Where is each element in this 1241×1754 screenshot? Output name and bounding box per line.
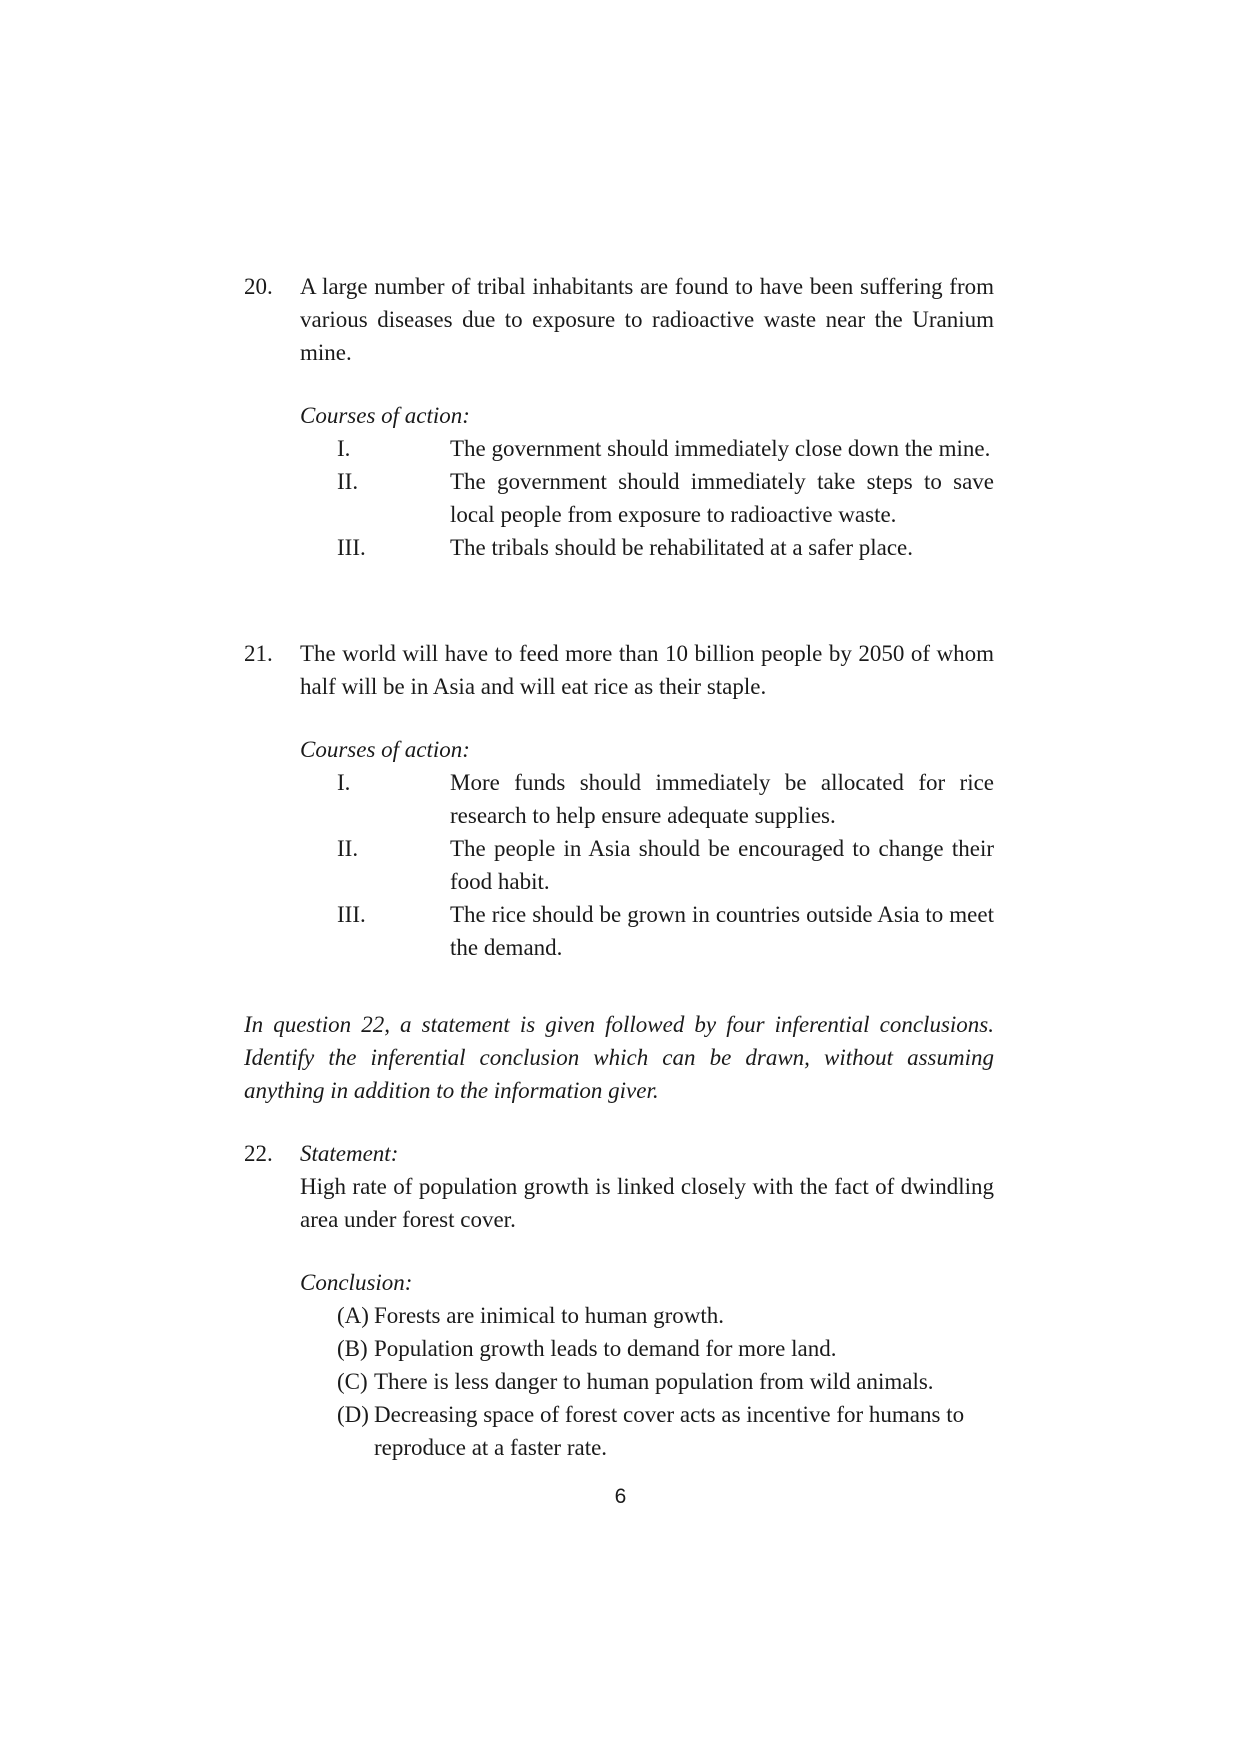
course-text: More funds should immediately be allocated for rice research to help ensure adequate supplies.	[450, 770, 994, 828]
course-item	[337, 898, 994, 964]
question-22	[244, 1137, 994, 1464]
option-text: Decreasing space of forest cover acts as incentive for humans to reproduce at a faster rate.	[374, 1402, 965, 1460]
course-numeral: I.	[337, 770, 351, 795]
page-number: 6	[614, 1485, 627, 1508]
conclusion-label: Conclusion:	[300, 1270, 413, 1295]
courses-of-action-label: Courses of action:	[300, 403, 470, 428]
course-text: The government should immediately take steps to save local people from exposure to radioactive waste.	[450, 469, 994, 527]
question-20	[244, 270, 994, 564]
option-text: There is less danger to human population from wild animals.	[374, 1369, 934, 1394]
conclusion-option	[337, 1332, 994, 1365]
course-numeral: III.	[337, 902, 366, 927]
statement-text: High rate of population growth is linked closely with the fact of dwindling area under forest cover.	[300, 1174, 994, 1232]
course-item	[337, 766, 994, 832]
course-item	[337, 832, 994, 898]
course-item	[337, 432, 994, 465]
course-numeral: I.	[337, 436, 351, 461]
option-letter: (D)	[337, 1402, 369, 1427]
course-item	[337, 531, 994, 564]
question-number: 20.	[244, 274, 273, 299]
option-letter: (C)	[337, 1369, 368, 1394]
conclusion-option	[337, 1365, 994, 1398]
course-text: The government should immediately close down the mine.	[450, 436, 991, 461]
conclusion-option	[337, 1299, 994, 1332]
option-letter: (A)	[337, 1303, 369, 1328]
conclusion-option	[337, 1398, 994, 1464]
section-instruction: In question 22, a statement is given followed by four inferential conclusions. Identify the inferential conclusion which can be drawn, without assuming anything in addition to the information giver.	[244, 1012, 994, 1103]
question-21	[244, 637, 994, 964]
option-text: Forests are inimical to human growth.	[374, 1303, 725, 1328]
courses-of-action-label: Courses of action:	[300, 737, 470, 762]
course-item	[337, 465, 994, 531]
question-text: The world will have to feed more than 10 billion people by 2050 of whom half will be in Asia and will eat rice as their staple.	[300, 641, 994, 699]
option-letter: (B)	[337, 1336, 368, 1361]
course-text: The rice should be grown in countries outside Asia to meet the demand.	[450, 902, 994, 960]
course-numeral: III.	[337, 535, 366, 560]
statement-label: Statement:	[300, 1141, 399, 1166]
course-numeral: II.	[337, 836, 359, 861]
course-text: The tribals should be rehabilitated at a safer place.	[450, 535, 913, 560]
question-number: 22.	[244, 1141, 273, 1166]
course-numeral: II.	[337, 469, 359, 494]
course-text: The people in Asia should be encouraged to change their food habit.	[450, 836, 994, 894]
question-text: A large number of tribal inhabitants are found to have been suffering from various diseases due to exposure to radioactive waste near the Uranium mine.	[300, 274, 994, 365]
option-text: Population growth leads to demand for more land.	[374, 1336, 837, 1361]
question-number: 21.	[244, 641, 273, 666]
